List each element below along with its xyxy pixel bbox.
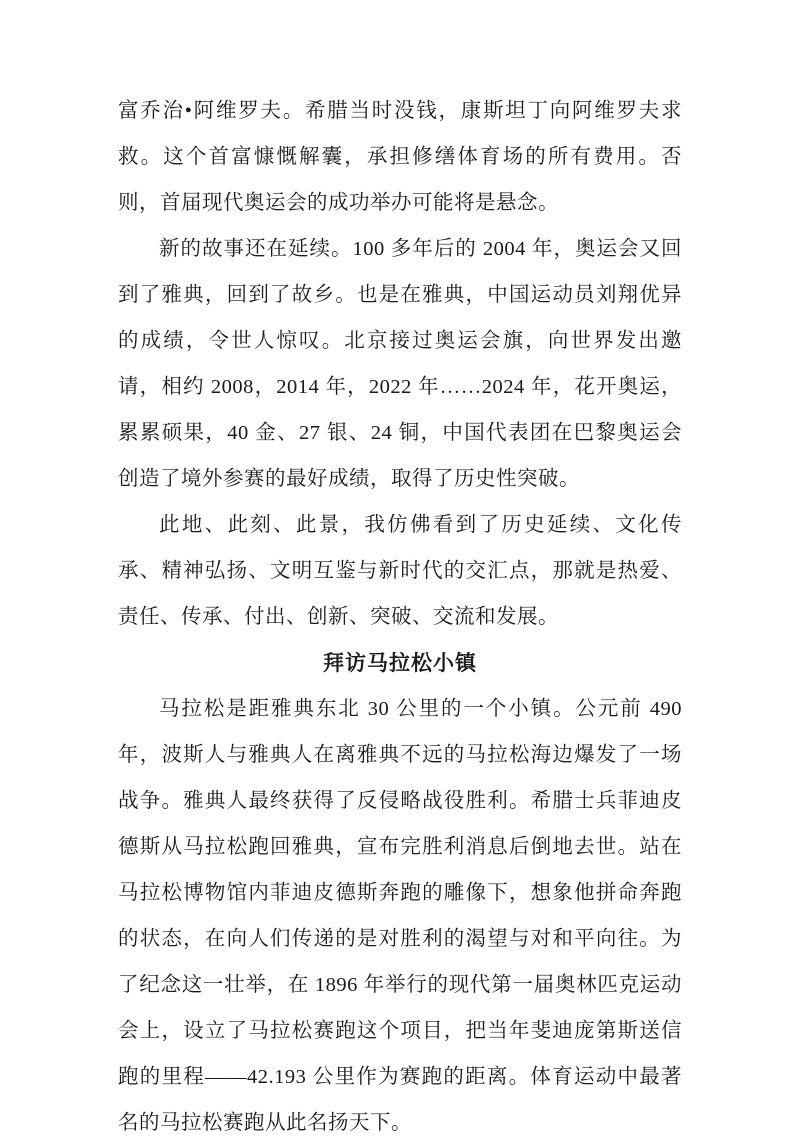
paragraph-new-story: 新的故事还在延续。100 多年后的 2004 年，奥运会又回到了雅典，回到了故乡。也是在雅典，中国运动员刘翔优异的成绩，令世人惊叹。北京接过奥运会旗，向世界发出邀请，相约 2008，2014 年，2022 年……2024 年，花开奥运，累累硕果，40 金、27 银、24 铜，中国代表团在巴黎奥运会创造了境外参赛的最好成绩，取得了历史性突破。 — [118, 238, 682, 490]
document-body — [118, 88, 682, 1146]
paragraph-continuation: 富乔治•阿维罗夫。希腊当时没钱，康斯坦丁向阿维罗夫求救。这个首富慷慨解囊，承担修缮体育场的所有费用。否则，首届现代奥运会的成功举办可能将是悬念。 — [118, 100, 682, 214]
section-heading-marathon-town: 拜访马拉松小镇 — [323, 651, 477, 675]
paragraph-reflection: 此地、此刻、此景，我仿佛看到了历史延续、文化传承、精神弘扬、文明互鉴与新时代的交汇点，那就是热爱、责任、传承、付出、创新、突破、交流和发展。 — [118, 514, 682, 628]
paragraph-marathon-history: 马拉松是距雅典东北 30 公里的一个小镇。公元前 490 年，波斯人与雅典人在离雅典不远的马拉松海边爆发了一场战争。雅典人最终获得了反侵略战役胜利。希腊士兵菲迪皮德斯从马拉松跑回雅典，宣布完胜利消息后倒地去世。站在马拉松博物馆内菲迪皮德斯奔跑的雕像下，想象他拼命奔跑的状态，在向人们传递的是对胜利的渴望与对和平向往。为了纪念这一壮举，在 1896 年举行的现代第一届奥林匹克运动会上，设立了马拉松赛跑这个项目，把当年斐迪庞第斯送信跑的里程——42.193 公里作为赛跑的距离。体育运动中最著名的马拉松赛跑从此名扬天下。 — [118, 698, 682, 1134]
